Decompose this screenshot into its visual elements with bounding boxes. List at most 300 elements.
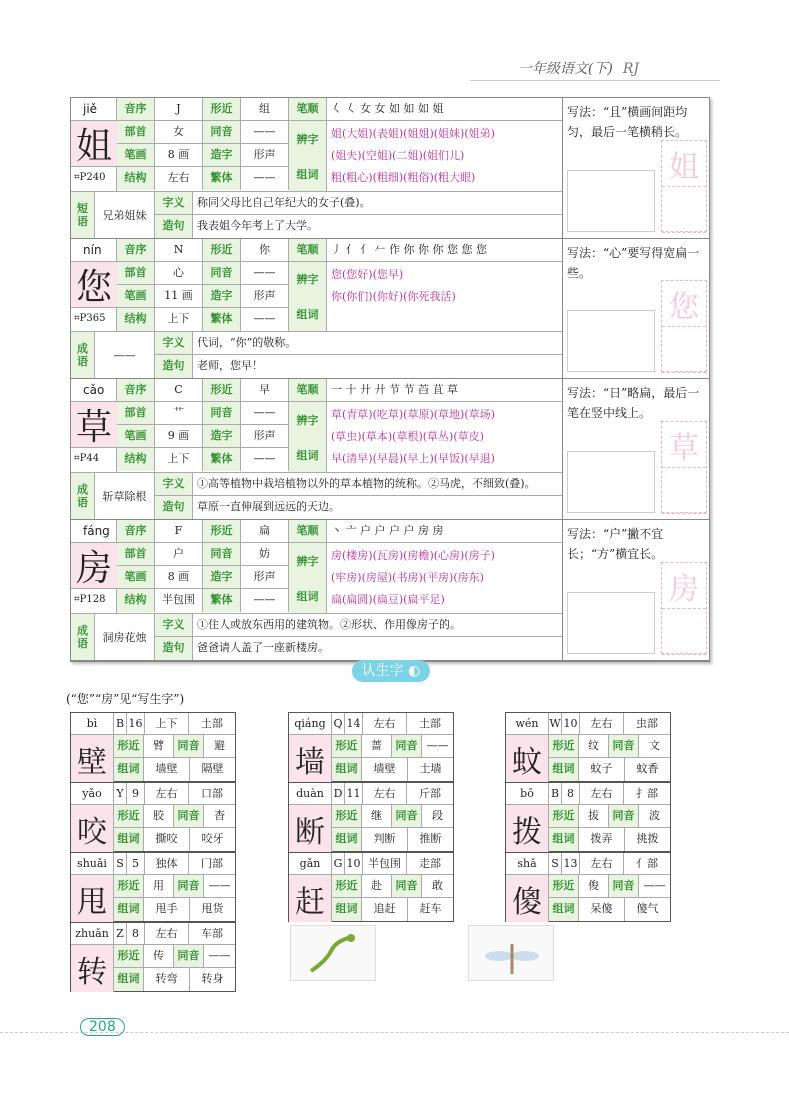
card-zuci-2: 蚊香 <box>636 762 659 775</box>
label-bushou: 部首 <box>117 121 155 143</box>
card-structure: 左右 <box>145 923 189 944</box>
label-tongyin: 同音 <box>392 735 422 757</box>
card-tongyin: —— <box>208 949 231 962</box>
yinxu-value: C <box>155 379 203 401</box>
bianzi-line: 早(清早)(早晨)(早上)(早饭)(早退) <box>331 452 495 465</box>
tongyin-value: —— <box>241 121 289 143</box>
fanti-value: —— <box>241 167 289 190</box>
card-xingjin: 继 <box>362 805 392 827</box>
card-zuci-2: 挑拨 <box>636 832 659 845</box>
label-bushou: 部首 <box>117 543 155 565</box>
book-title: 一年级语文(下) <box>517 61 613 77</box>
label-xingjin: 形近 <box>332 875 362 897</box>
label-zaozi: 造字 <box>203 144 241 166</box>
label-zaoju: 造句 <box>155 355 193 378</box>
ziyi-value: 称同父母比自己年纪大的女子(叠)。 <box>197 196 371 209</box>
label-tongyin: 同音 <box>609 735 639 757</box>
illustration <box>567 170 655 232</box>
page-ref: ⌗P365 <box>74 313 106 324</box>
running-header <box>518 58 639 78</box>
card-zuci-1: 追赶 <box>362 898 408 921</box>
card-xingjin: 胶 <box>144 805 174 827</box>
card-strokes: 8 <box>127 923 145 944</box>
card-zuci-1: 判断 <box>362 828 408 851</box>
card-xingjin: 纹 <box>579 735 609 757</box>
bianzi-content <box>327 543 562 613</box>
card-zuci-2: 隔壁 <box>201 762 224 775</box>
label-xingjin: 形近 <box>203 98 241 120</box>
bishun-value: 丿 亻 亻 𠂉 作 你 你 你 您 您 您 <box>331 243 487 256</box>
label-xingjin: 形近 <box>114 805 144 827</box>
label-ziyi: 字义 <box>155 332 193 354</box>
label-bianzi: 辨字 <box>296 413 319 427</box>
bianzi-line: 粗(粗心)(粗细)(粗俗)(粗大眼) <box>331 171 476 184</box>
char-card <box>70 852 236 922</box>
char-card <box>288 852 454 922</box>
card-letter: S <box>549 853 562 874</box>
label-zaozi: 造字 <box>203 425 241 447</box>
xiefa-text: 写法：“且”横画间距均匀，最后一笔横稍长。 <box>567 105 688 139</box>
label-fanti: 繁体 <box>203 308 241 331</box>
page-ref: ⌗P128 <box>74 594 106 605</box>
card-structure: 左右 <box>363 713 407 734</box>
label-zuci: 组词 <box>114 968 144 991</box>
card-strokes: 14 <box>345 713 363 734</box>
card-strokes: 9 <box>127 783 145 804</box>
label-bihua: 笔画 <box>117 425 155 447</box>
char-card <box>288 782 454 852</box>
card-radical: 亻部 <box>636 857 658 870</box>
card-xingjin: 用 <box>144 875 174 897</box>
card-char: 断 <box>289 805 332 852</box>
bianzi-content <box>327 262 562 331</box>
label-xingjin: 形近 <box>549 805 579 827</box>
bushou-value: 户 <box>155 543 203 565</box>
char-table <box>70 97 710 662</box>
label-bishun: 笔顺 <box>289 98 327 120</box>
label-bushou: 部首 <box>117 402 155 424</box>
label-zuci: 组词 <box>296 167 319 181</box>
label-xingjin: 形近 <box>203 379 241 401</box>
label-zaoju: 造句 <box>155 496 193 519</box>
big-char: 您 <box>71 262 117 308</box>
card-letter: D <box>332 783 345 804</box>
card-zuci-2: 赶车 <box>419 902 442 915</box>
bushou-value: 艹 <box>155 402 203 424</box>
card-radical: 冂部 <box>201 857 223 870</box>
label-bihua: 笔画 <box>117 285 155 307</box>
label-zuci: 组词 <box>114 758 144 781</box>
card-pinyin: zhuǎn <box>71 923 114 944</box>
jiegou-value: 半包围 <box>155 589 203 612</box>
bihua-value: 8 画 <box>155 566 203 588</box>
card-strokes: 10 <box>345 853 363 874</box>
card-strokes: 16 <box>127 713 145 734</box>
bianzi-line: 房(楼房)(瓦房)(房檐)(心房)(房子) <box>331 549 495 562</box>
bianzi-line: 姐(大姐)(表姐)(姐姐)(姐妹)(姐弟) <box>331 127 495 140</box>
bushou-value: 女 <box>155 121 203 143</box>
ziyi-value: ①高等植物中栽培植物以外的草本植物的统称。②马虎，不细致(叠)。 <box>197 477 536 490</box>
card-structure: 半包围 <box>363 853 407 874</box>
char-block-0 <box>71 98 709 239</box>
char-card <box>505 712 671 782</box>
card-structure: 左右 <box>580 783 624 804</box>
pinyin: fáng <box>71 520 117 542</box>
zaoju-value: 草原一直伸展到远远的天边。 <box>197 500 340 513</box>
char-card <box>70 922 236 992</box>
illustration <box>567 592 655 654</box>
char-block-1 <box>71 239 709 379</box>
tongyin-value: 妨 <box>241 543 289 565</box>
xingjin-value: 早 <box>241 379 289 401</box>
grid-char: 草 <box>662 422 706 468</box>
bianzi-line: 你(你们)(你好)(你死我活) <box>331 290 456 303</box>
label-tongyin: 同音 <box>203 121 241 143</box>
label-tongyin: 同音 <box>203 402 241 424</box>
card-tongyin: —— <box>426 739 449 752</box>
char-card <box>505 852 671 922</box>
card-strokes: 11 <box>345 783 363 804</box>
label-zuci: 组词 <box>296 307 319 321</box>
lizard-illustration <box>290 925 376 981</box>
card-tongyin: 波 <box>649 809 660 822</box>
card-zuci-1: 墙壁 <box>144 758 190 781</box>
card-pinyin: qiáng <box>289 713 332 734</box>
label-tongyin: 同音 <box>609 875 639 897</box>
label-xingjin: 形近 <box>203 239 241 261</box>
page-ref: ⌗P44 <box>74 453 100 464</box>
card-letter: G <box>332 853 345 874</box>
card-zuci-2: 傻气 <box>636 902 659 915</box>
label-ziyi: 字义 <box>155 614 193 636</box>
chengyu-value: 兄弟姐妹 <box>95 192 155 238</box>
label-zuci: 组词 <box>114 898 144 921</box>
illustration <box>567 451 655 513</box>
label-jiegou: 结构 <box>117 308 155 331</box>
bianzi-line: (草虫)(草本)(草根)(草丛)(草皮) <box>331 430 484 443</box>
yinxu-value: N <box>155 239 203 261</box>
card-pinyin: yǎo <box>71 783 114 804</box>
label-jiegou: 结构 <box>117 167 155 190</box>
card-char: 转 <box>71 945 114 992</box>
label-tongyin: 同音 <box>609 805 639 827</box>
zaozi-value: 形声 <box>241 285 289 307</box>
label-xingjin: 形近 <box>549 735 579 757</box>
label-bishun: 笔顺 <box>289 379 327 401</box>
zaoju-value: 我表姐今年考上了大学。 <box>197 219 318 232</box>
label-tongyin: 同音 <box>203 262 241 284</box>
card-pinyin: wén <box>506 713 549 734</box>
char-card <box>70 712 236 782</box>
bishun-value: 𡿨 𡿨 女 女 如 如 如 姐 <box>331 102 444 115</box>
tian-grid <box>661 280 707 372</box>
label-bihua: 笔画 <box>117 566 155 588</box>
ziyi-value: 代词，“你”的敬称。 <box>197 336 297 349</box>
card-xingjin: 蔷 <box>362 735 392 757</box>
label-ziyi: 字义 <box>155 473 193 495</box>
yinxu-value: J <box>155 98 203 120</box>
label-yinxu: 音序 <box>117 98 155 120</box>
chengyu-label: 成语 <box>71 473 95 519</box>
fanti-value: —— <box>241 308 289 331</box>
chengyu-label: 成语 <box>71 332 95 378</box>
edition: RJ <box>622 61 639 77</box>
jiegou-value: 左右 <box>155 167 203 190</box>
label-xingjin: 形近 <box>114 945 144 967</box>
card-zuci-1: 转弯 <box>144 968 190 991</box>
card-zuci-1: 甩手 <box>144 898 190 921</box>
bianzi-line: (姐夫)(空姐)(二姐)(姐们儿) <box>331 149 465 162</box>
zaoju-value: 爸爸请人盖了一座新楼房。 <box>197 641 329 654</box>
card-strokes: 5 <box>127 853 145 874</box>
card-structure: 左右 <box>580 713 624 734</box>
card-tongyin: 避 <box>214 739 225 752</box>
writing-tips <box>563 98 709 238</box>
bihua-value: 11 画 <box>155 285 203 307</box>
label-bianzi: 辨字 <box>296 554 319 568</box>
fanti-value: —— <box>241 589 289 612</box>
xingjin-value: 扁 <box>241 520 289 542</box>
bishun-value: 丶 亠 户 户 户 户 房 房 <box>331 524 444 537</box>
card-letter: B <box>114 713 127 734</box>
card-strokes: 8 <box>562 783 580 804</box>
card-zuci-2: 转身 <box>201 972 224 985</box>
label-zuci: 组词 <box>296 589 319 603</box>
label-bianzi: 辨字 <box>296 132 319 146</box>
label-tongyin: 同音 <box>174 875 204 897</box>
card-structure: 左右 <box>145 783 189 804</box>
xingjin-value: 组 <box>241 98 289 120</box>
bishun-value: 一 十 廾 廾 节 节 苩 苴 草 <box>331 383 458 396</box>
writing-tips <box>563 239 709 378</box>
zaoju-value: 老师，您早！ <box>197 359 263 372</box>
card-letter: B <box>549 783 562 804</box>
fanti-value: —— <box>241 448 289 471</box>
yinxu-value: F <box>155 520 203 542</box>
card-strokes: 10 <box>562 713 580 734</box>
label-jiegou: 结构 <box>117 589 155 612</box>
label-tongyin: 同音 <box>174 945 204 967</box>
card-structure: 独体 <box>145 853 189 874</box>
label-zaozi: 造字 <box>203 285 241 307</box>
card-zuci-1: 呆傻 <box>579 898 625 921</box>
card-char: 赶 <box>289 875 332 922</box>
card-radical: 土部 <box>201 717 223 730</box>
bushou-value: 心 <box>155 262 203 284</box>
pinyin: cǎo <box>71 379 117 401</box>
label-xingjin: 形近 <box>114 875 144 897</box>
card-char: 拨 <box>506 805 549 852</box>
card-pinyin: shuǎi <box>71 853 114 874</box>
card-radical: 车部 <box>201 927 223 940</box>
card-pinyin: bō <box>506 783 549 804</box>
label-bianzi: 辨字 <box>296 273 319 287</box>
tongyin-value: —— <box>241 402 289 424</box>
label-tongyin: 同音 <box>392 875 422 897</box>
big-char: 姐 <box>71 121 117 167</box>
page-ref: ⌗P240 <box>74 172 106 183</box>
card-zuci-2: 土墙 <box>419 762 442 775</box>
card-structure: 左右 <box>363 783 407 804</box>
section-title: 认生字 <box>361 663 404 679</box>
label-tongyin: 同音 <box>174 735 204 757</box>
label-zaoju: 造句 <box>155 637 193 660</box>
card-letter: W <box>549 713 562 734</box>
label-jiegou: 结构 <box>117 448 155 471</box>
label-zuci: 组词 <box>332 758 362 781</box>
card-tongyin: 杳 <box>214 809 225 822</box>
card-structure: 左右 <box>580 853 624 874</box>
label-yinxu: 音序 <box>117 379 155 401</box>
label-bihua: 笔画 <box>117 144 155 166</box>
tian-grid <box>661 140 707 232</box>
card-xingjin: 臂 <box>144 735 174 757</box>
label-ziyi: 字义 <box>155 192 193 214</box>
label-yinxu: 音序 <box>117 520 155 542</box>
bianzi-line: 草(青草)(吃草)(草原)(草地)(草场) <box>331 408 495 421</box>
card-tongyin: 敢 <box>432 879 443 892</box>
writing-tips <box>563 520 709 660</box>
char-block-2 <box>71 379 709 520</box>
card-xingjin: 赴 <box>362 875 392 897</box>
card-radical: 扌部 <box>636 787 658 800</box>
card-xingjin: 俊 <box>579 875 609 897</box>
label-zaoju: 造句 <box>155 215 193 238</box>
bianzi-line: (牢房)(房屋)(书房)(平房)(房东) <box>331 571 484 584</box>
card-strokes: 13 <box>562 853 580 874</box>
bianzi-line: 扁(扁圆)(扁豆)(扁平足) <box>331 593 445 606</box>
label-zuci: 组词 <box>114 828 144 851</box>
ziyi-value: ①住人或放东西用的建筑物。②形状、作用像房子的。 <box>197 618 461 631</box>
bihua-value: 8 画 <box>155 144 203 166</box>
label-tongyin: 同音 <box>203 543 241 565</box>
card-zuci-2: 推断 <box>419 832 442 845</box>
label-xingjin: 形近 <box>332 735 362 757</box>
label-zuci: 组词 <box>549 828 579 851</box>
note: (“您”“房”见“写生字”) <box>66 692 185 706</box>
label-xingjin: 形近 <box>549 875 579 897</box>
chengyu-value: 斩草除根 <box>95 473 155 519</box>
bihua-value: 9 画 <box>155 425 203 447</box>
chengyu-label: 短语 <box>71 192 95 238</box>
label-yinxu: 音序 <box>117 239 155 261</box>
label-tongyin: 同音 <box>392 805 422 827</box>
card-char: 蚊 <box>506 735 549 782</box>
char-card <box>505 782 671 852</box>
card-zuci-2: 咬牙 <box>201 832 224 845</box>
card-tongyin: 文 <box>649 739 660 752</box>
label-xingjin: 形近 <box>332 805 362 827</box>
card-tongyin: —— <box>208 879 231 892</box>
label-bishun: 笔顺 <box>289 520 327 542</box>
label-zuci: 组词 <box>549 758 579 781</box>
card-char: 墙 <box>289 735 332 782</box>
tian-grid <box>661 421 707 513</box>
page-number: 208 <box>80 1018 125 1036</box>
card-radical: 土部 <box>419 717 441 730</box>
card-char: 咬 <box>71 805 114 852</box>
zaozi-value: 形声 <box>241 425 289 447</box>
bianzi-line: 您(您好)(您早) <box>331 268 404 281</box>
label-zuci: 组词 <box>296 448 319 462</box>
bianzi-content <box>327 121 562 191</box>
label-zuci: 组词 <box>332 898 362 921</box>
big-char: 草 <box>71 402 117 448</box>
label-xingjin: 形近 <box>203 520 241 542</box>
pinyin: nín <box>71 239 117 261</box>
chengyu-label: 成语 <box>71 614 95 660</box>
card-zuci-1: 拨弄 <box>579 828 625 851</box>
card-zuci-1: 蚊子 <box>579 758 625 781</box>
zaozi-value: 形声 <box>241 144 289 166</box>
grid-char: 姐 <box>662 141 706 187</box>
card-pinyin: bì <box>71 713 114 734</box>
label-zaozi: 造字 <box>203 566 241 588</box>
jiegou-value: 上下 <box>155 448 203 471</box>
tian-grid <box>661 562 707 654</box>
card-char: 傻 <box>506 875 549 922</box>
label-bushou: 部首 <box>117 262 155 284</box>
card-zuci-2: 甩货 <box>201 902 224 915</box>
label-zuci: 组词 <box>332 828 362 851</box>
card-char: 壁 <box>71 735 114 782</box>
card-radical: 斤部 <box>419 787 441 800</box>
card-radical: 口部 <box>201 787 223 800</box>
dragonfly-illustration <box>468 925 554 981</box>
chengyu-value: —— <box>95 332 155 378</box>
card-xingjin: 拔 <box>579 805 609 827</box>
pinyin: jiě <box>71 98 117 120</box>
chengyu-value: 洞房花烛 <box>95 614 155 660</box>
card-pinyin: shǎ <box>506 853 549 874</box>
card-tongyin: 段 <box>432 809 443 822</box>
xiefa-text: 写法：“户”撇不宜长；“方”横宜长。 <box>567 527 664 561</box>
card-pinyin: duàn <box>289 783 332 804</box>
label-tongyin: 同音 <box>174 805 204 827</box>
writing-tips <box>563 379 709 519</box>
jiegou-value: 上下 <box>155 308 203 331</box>
card-zuci-1: 墙壁 <box>362 758 408 781</box>
big-char: 房 <box>71 543 117 589</box>
card-letter: Q <box>332 713 345 734</box>
section-title-badge: 认生字 ◐ <box>352 660 430 682</box>
card-xingjin: 传 <box>144 945 174 967</box>
bianzi-content <box>327 402 562 472</box>
grid-char: 房 <box>662 563 706 609</box>
label-bishun: 笔顺 <box>289 239 327 261</box>
card-tongyin: —— <box>643 879 666 892</box>
card-pinyin: gǎn <box>289 853 332 874</box>
label-zuci: 组词 <box>549 898 579 921</box>
xiefa-text: 写法：“心”要写得宽扁一些。 <box>567 246 700 280</box>
card-zuci-1: 撕咬 <box>144 828 190 851</box>
label-fanti: 繁体 <box>203 448 241 471</box>
tongyin-value: —— <box>241 262 289 284</box>
char-block-3 <box>71 520 709 661</box>
header-rule <box>470 80 720 81</box>
card-letter: Y <box>114 783 127 804</box>
card-letter: S <box>114 853 127 874</box>
label-fanti: 繁体 <box>203 589 241 612</box>
card-letter: Z <box>114 923 127 944</box>
grid-char: 您 <box>662 281 706 327</box>
card-structure: 上下 <box>145 713 189 734</box>
label-xingjin: 形近 <box>114 735 144 757</box>
card-char: 甩 <box>71 875 114 922</box>
illustration <box>567 310 655 372</box>
xingjin-value: 你 <box>241 239 289 261</box>
char-card <box>70 782 236 852</box>
